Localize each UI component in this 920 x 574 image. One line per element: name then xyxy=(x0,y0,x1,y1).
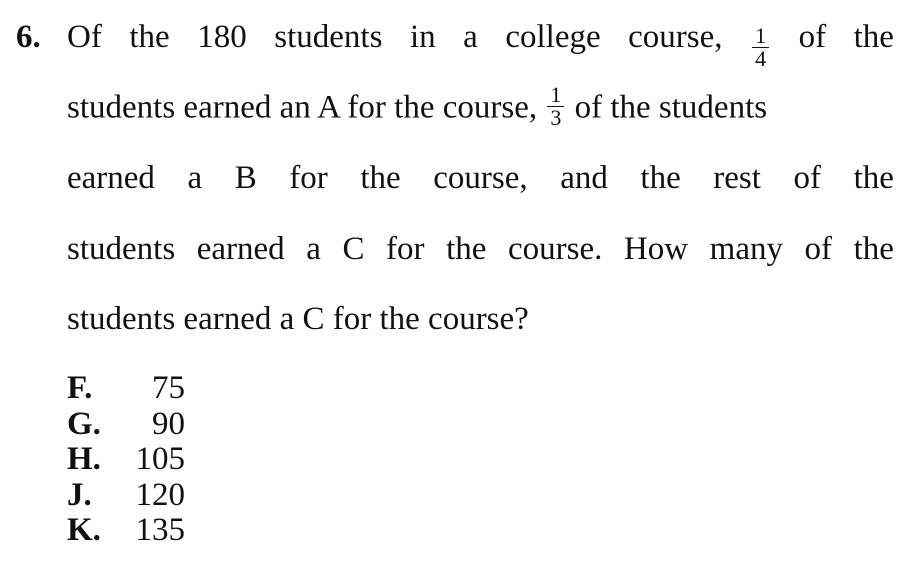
choice-letter: H. xyxy=(67,441,101,477)
question-line-3 xyxy=(67,158,894,198)
question-line-2-start: students earned an A for the course, xyxy=(67,89,538,126)
question-line-3-word: the xyxy=(853,160,894,196)
question-line-4-word: earned xyxy=(196,231,285,267)
question-number: 6. xyxy=(16,19,41,55)
question-line-5: students earned a C for the course? xyxy=(67,301,529,337)
question-line-4-word: students xyxy=(67,231,176,267)
question-line-1-word: course, xyxy=(628,19,723,55)
question-line-4-word: course. xyxy=(507,231,603,267)
question-line-1-word: students xyxy=(274,19,383,55)
choice-letter: J. xyxy=(67,476,92,513)
question-line-3-word: B xyxy=(234,160,257,196)
question-line-4-word: C xyxy=(342,231,365,267)
question-line-4-word: the xyxy=(853,231,894,267)
fraction-denominator: 4 xyxy=(755,46,767,71)
question-line-3-word: the xyxy=(360,160,401,196)
question-line-3-word: course, xyxy=(433,160,528,196)
question-line-1-word: a xyxy=(463,19,478,55)
question-line-1-word: the xyxy=(853,19,894,55)
question-line-2-end: of the students xyxy=(574,89,768,126)
choice-value: 75 xyxy=(152,370,185,406)
choice-letter: G. xyxy=(67,405,101,442)
question-line-3-word: rest xyxy=(713,160,761,196)
question-line-3-word: earned xyxy=(67,160,155,196)
question-line-3-word: a xyxy=(187,160,203,196)
question-line-1-word: 180 xyxy=(197,19,247,55)
question-line-1-word: Of xyxy=(67,19,102,55)
fraction-numerator: 1 xyxy=(547,83,564,107)
question-line-4-word: for xyxy=(386,231,425,267)
question-line-4-word: of xyxy=(804,231,833,267)
question-line-1 xyxy=(67,17,894,74)
question-line-4 xyxy=(67,229,894,269)
choice-letter: K. xyxy=(67,512,101,548)
question-line-4-word: How xyxy=(623,231,689,267)
fraction-one-third xyxy=(547,83,564,129)
fraction-one-fourth xyxy=(752,24,769,70)
question-line-1-word: of xyxy=(798,19,827,55)
question-line-4-word: many xyxy=(709,231,783,267)
question-line-4-word: a xyxy=(306,231,321,267)
choice-letter: F. xyxy=(67,370,93,406)
fraction-numerator: 1 xyxy=(752,24,769,48)
question-line-3-word: of xyxy=(793,160,822,196)
choice-value: 90 xyxy=(152,405,185,442)
question-line-1-word: the xyxy=(129,19,170,55)
question-line-3-word: and xyxy=(560,160,608,196)
question-line-1-word: college xyxy=(505,19,601,55)
question-line-3-word: the xyxy=(640,160,681,196)
choice-value: 120 xyxy=(135,476,185,513)
question-line-4-word: the xyxy=(446,231,487,267)
fraction-denominator: 3 xyxy=(550,105,562,130)
question-line-2 xyxy=(67,82,894,133)
choice-value: 135 xyxy=(135,512,185,548)
question-line-3-word: for xyxy=(289,160,328,196)
choice-value: 105 xyxy=(135,441,185,477)
question-line-1-word: in xyxy=(409,19,436,55)
